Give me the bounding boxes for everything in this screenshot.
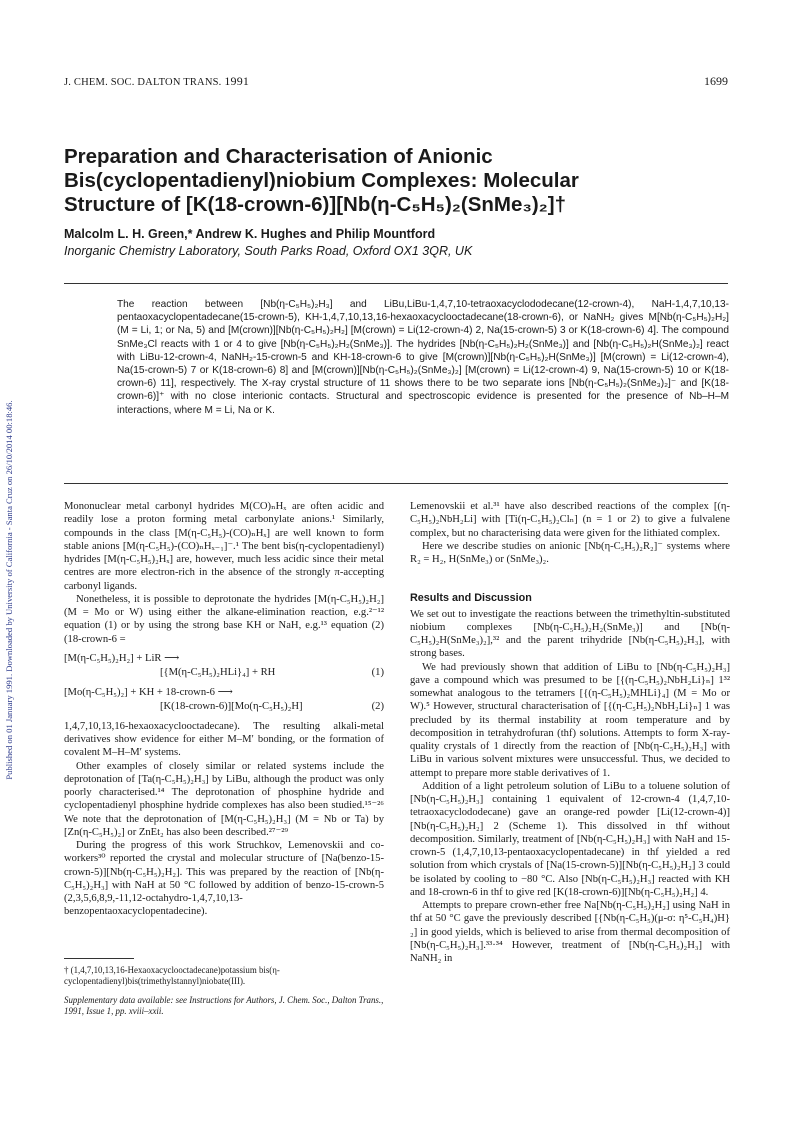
left-column	[64, 500, 384, 919]
download-watermark-text[interactable]: Published on 01 January 1991. Downloaded by University of California - Santa Cruz on 26/10/2014 00:18:46.	[4, 400, 14, 780]
abstract-top-rule	[64, 283, 728, 284]
title-line-3: Structure of [K(18-crown-6)][Nb(η-C₅H₅)₂(SnMe₃)₂]†	[64, 193, 567, 216]
equation-2-lhs: [Mo(η-C₅H₅)₂] + KH + 18-crown-6 ⟶	[64, 686, 233, 698]
footnote-supplementary: Supplementary data available: see Instructions for Authors, J. Chem. Soc., Dalton Trans., 1991, Issue 1, pp. xviii–xxii.	[64, 995, 384, 1017]
title-line-1: Preparation and Characterisation of Anionic	[64, 145, 493, 168]
article-title	[64, 145, 704, 217]
running-header	[64, 74, 728, 90]
equation-2	[64, 686, 384, 714]
equation-1-lhs: [M(η-C₅H₅)₂H₂] + LiR ⟶	[64, 652, 180, 664]
author-affiliation: Inorganic Chemistry Laboratory, South Parks Road, Oxford OX1 3QR, UK	[64, 244, 473, 258]
results-paragraph-4: Attempts to prepare crown-ether free Na[Nb(η-C₅H₅)₂H₂] using NaH in thf at 50 °C gave the previously described [{Nb(η-C₅H₅)(μ-σ: η⁵-C₅H₄)H}₂] in good yields, which is believed to arise from thermal decomposition of [Nb(η-C₅H₅)₂H₃].³³·³⁴ However, treatment of [Nb(η-C₅H₅)₂H₃] with NaNH₂ in	[410, 900, 730, 964]
section-heading: Results and Discussion	[410, 592, 532, 605]
footnote-rule	[64, 958, 134, 959]
equation-1	[64, 652, 384, 680]
intro-paragraph-6: Lemenovskii et al.³¹ have also described reactions of the complex [(η-C₅H₅)₂NbH₂Li] with [Ti(η-C₅H₅)₂Clₙ] (n = 1 or 2) to give a fulvalene complex, but no characterising data were given for the lithiated complex.	[410, 501, 730, 539]
abstract-bottom-rule	[64, 483, 728, 484]
intro-paragraph-1: Mononuclear metal carbonyl hydrides M(CO)ₙHₓ are often acidic and readily lose a proton forming metal carbonylate anions.¹ Similarly, compounds in the class [M(η-C₅H₅)-(CO)ₙHₓ] are well known to form stable anions [M(η-C₅H₅)-(CO)ₙHₓ₋₁]⁻.¹ The bent bis(η-cyclopentadienyl) hydrides [M(η-C₅H₅)₂Hₓ] are, however, much less acidic since their metal centres are more electron-rich in the absence of the strongly π-accepting carbonyl ligands.	[64, 501, 384, 592]
journal-year: 1991	[224, 74, 250, 88]
intro-paragraph-2: Nonetheless, it is possible to deprotonate the hydrides [M(η-C₅H₅)₂H₂] (M = Mo or W) using either the alkane-elimination reaction, e.g.²⁻¹² equation (1) or by using the strong base KH or NaH, e.g.¹³ equation (2) (18-crown-6 =	[64, 593, 384, 645]
intro-paragraph-4: Other examples of closely similar or related systems include the deprotonation of [Ta(η-C₅H₅)₂H₃] by LiBu, although the product was only poorly characterised.¹⁴ The deprotonation of phosphine hydride and cyclopentadienyl phosphine hydride complexes has also been studied.¹⁵⁻²⁶ We note that the deprotonation of [M(η-C₅H₅)₂H₃] (M = Nb or Ta) by [Zn(η-C₅H₅)₂] or ZnEt₂ has also been described.²⁷⁻²⁹	[64, 760, 384, 838]
download-watermark	[4, 210, 18, 970]
intro-paragraph-7: Here we describe studies on anionic [Nb(η-C₅H₅)₂R₂]⁻ systems where R₂ = H₂, H(SnMe₃) or (SnMe₃)₂.	[410, 540, 730, 565]
footnote-dagger: † (1,4,7,10,13,16-Hexaoxacyclooctadecane)potassium bis(η-cyclopentadienyl)bis(trimethylstannyl)niobate(III).	[64, 965, 280, 987]
equation-1-number: (1)	[371, 666, 384, 678]
results-paragraph-2: We had previously shown that addition of LiBu to [Nb(η-C₅H₅)₂H₃] gave a compound which was presumed to be [{(η-C₅H₅)₂NbH₂Li}ₙ] 1³² somewhat analogous to the tetramers [{(η-C₅H₅)₂MHLi}₄] (M = Mo or W).⁵ However, structural characterisation of [{(η-C₅H₅)₂NbH₂Li}ₙ] 1 was precluded by its thermal instability at room temperature and by decomposition in tetrahydrofuran (thf) solutions. Attempts to form X-ray-quality crystals of 1 directly from the reaction of [Nb(η-C₅H₅)₂H₃] with LiBu in various solvent mixtures were unsuccessful. Thus, we decided to attempt to prepare more stable derivatives of 1.	[410, 661, 730, 779]
equation-1-rhs: [{M(η-C₅H₅)₂HLi}₄] + RH	[160, 666, 276, 678]
author-list: Malcolm L. H. Green,* Andrew K. Hughes and Philip Mountford	[64, 227, 436, 241]
journal-name: J. CHEM. SOC. DALTON TRANS.	[64, 77, 222, 88]
title-line-2: Bis(cyclopentadienyl)niobium Complexes: Molecular	[64, 169, 579, 192]
intro-paragraph-3: 1,4,7,10,13,16-hexaoxacyclooctadecane). The resulting alkali-metal derivatives show evidence for either M–M′ bonding, or the formation of covalent M–H–M′ systems.	[64, 720, 384, 759]
page-number: 1699	[704, 74, 728, 88]
right-column	[410, 500, 730, 965]
results-paragraph-3: Addition of a light petroleum solution of LiBu to a toluene solution of [Nb(η-C₅H₅)₂H₃] containing 1 equivalent of 12-crown-4 (1,4,7,10-tetraoxacyclododecane) gave an orange-red powder [Li(12-crown-4)][Nb(η-C₅H₅)₂H₂] 2 (Scheme 1). This dissolved in thf without decomposition. Similarly, treatment of [Nb(η-C₅H₅)₂H₃] with NaH and 15-crown-5 (1,4,7,10,13-pentaoxacyclopentadecane) in thf yielded a red solution from which crystals of [Na(15-crown-5)][Nb(η-C₅H₅)₂H₂] 3 could be isolated by cooling to −80 °C. Also [Nb(η-C₅H₅)₂H₃] reacted with KH and 18-crown-6 in thf to give red [K(18-crown-6)][Nb(η-C₅H₅)₂H₂] 4.	[410, 780, 730, 898]
results-paragraph-1: We set out to investigate the reactions between the trimethyltin-substituted niobium complexes [Nb(η-C₅H₅)₂H₂(SnMe₃)] and [Nb(η-C₅H₅)₂H(SnMe₃)₂],³² and the parent trihydride [Nb(η-C₅H₅)₂H₃], with strong bases.	[410, 608, 730, 660]
equation-2-rhs: [K(18-crown-6)][Mo(η-C₅H₅)₂H]	[160, 700, 303, 712]
journal-citation	[64, 74, 249, 89]
intro-paragraph-5: During the progress of this work Struchkov, Lemenovskii and co-workers³⁰ reported the crystal and molecular structure of [Na(benzo-15-crown-5)][Nb(η-C₅H₅)₂H₂]. This was prepared by the reaction of [Nb(η-C₅H₅)₂H₃] with NaH at 50 °C followed by addition of benzo-15-crown-5 (2,3,5,6,8,9,-11,12-octahydro-1,4,7,10,13-benzopentaoxacyclopentadecine).	[64, 840, 384, 918]
abstract: The reaction between [Nb(η-C₅H₅)₂H₃] and LiBu,LiBu-1,4,7,10-tetraoxacyclododecane(12-crown-4), NaH-1,4,7,10,13-pentaoxacyclopentadecane(15-crown-5), KH-1,4,7,10,13,16-hexaoxacyclooctadecane(18-crown-6), or NaNH₂ gives M[Nb(η-C₅H₅)₂H₂] (M = Li, 1; or Na, 5) and [M(crown)][Nb(η-C₅H₅)₂H₂] [M(crown) = Li(12-crown-4) 2, Na(15-crown-5) 3 or K(18-crown-6) 4]. The compound SnMe₃Cl reacts with 1 or 4 to give [Nb(η-C₅H₅)₂H₂(SnMe₃)]. The hydrides [Nb(η-C₅H₅)₂H₂(SnMe₃)] and [Nb(η-C₅H₅)₂H(SnMe₃)₂] react with LiBu-12-crown-4, NaNH₂-15-crown-5 and KH-18-crown-6 to give [M(crown)][Nb(η-C₅H₅)₂H(SnMe₃)] [M(crown) = Li(12-crown-4), Na(15-crown-5) 7 or K(18-crown-6) 8] and [M(crown)][Nb(η-C₅H₅)₂(SnMe₃)₂] [M(crown) = Li(12-crown-4) 9, Na(15-crown-5) 10 or K(18-crown-6) 11], respectively. The X-ray crystal structure of 11 shows there to be two separate ions [Nb(η-C₅H₅)₂(SnMe₃)₂]⁻ and [K(18-crown-6)]⁺ with no close interionic contacts. Structural and spectroscopic evidence is presented for the presence of Nb–H–M interactions, where M = Li, Na or K.	[117, 299, 729, 416]
equation-2-number: (2)	[371, 700, 384, 712]
